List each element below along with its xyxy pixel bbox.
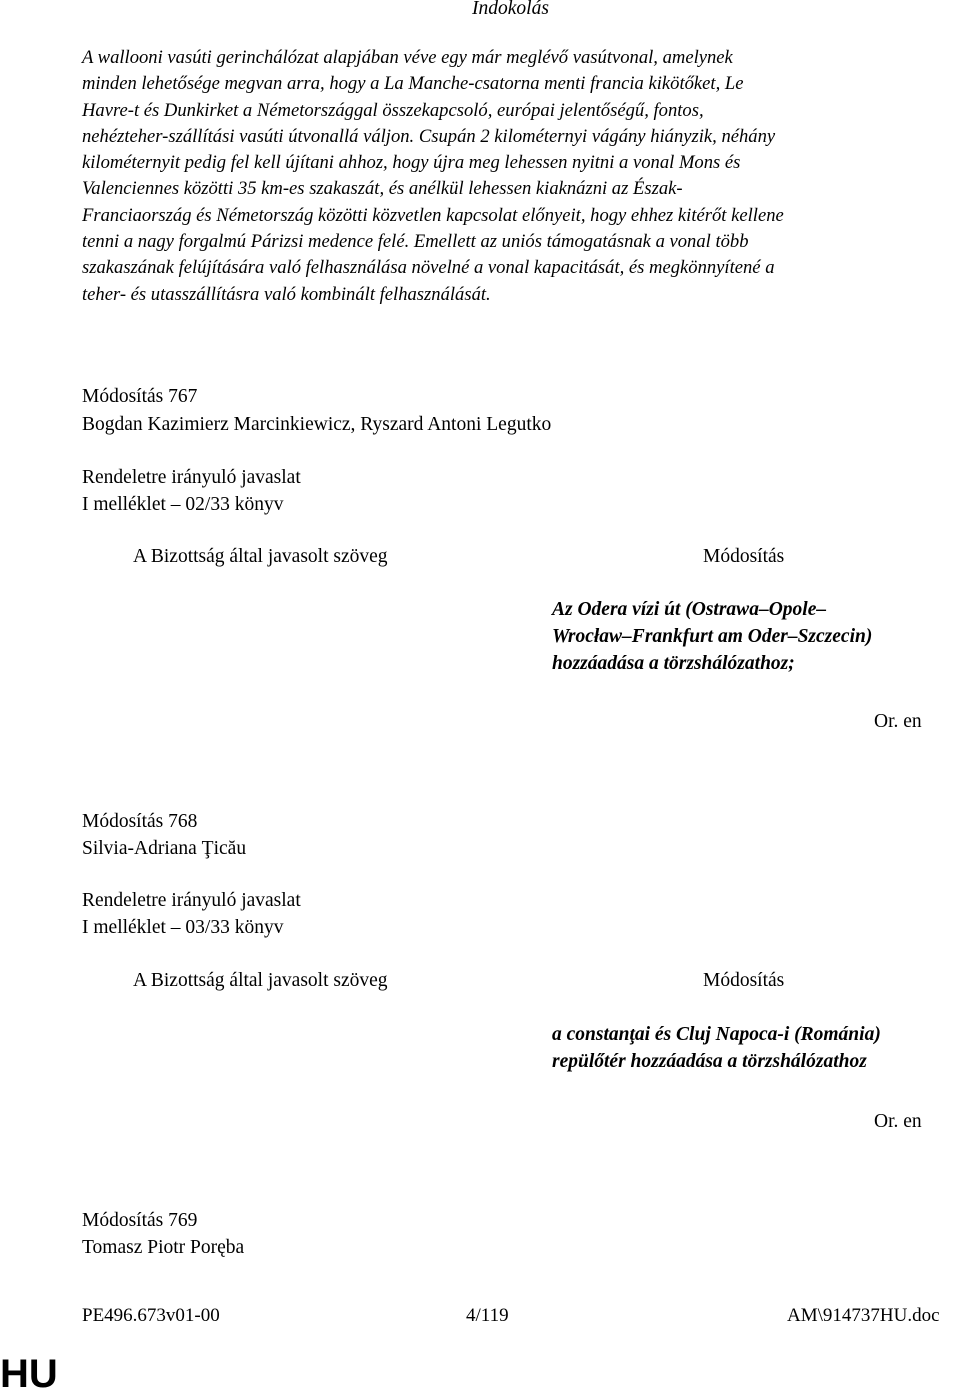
amendment-767-proposal: Rendeletre irányuló javaslat: [82, 467, 301, 488]
amendment-line: hozzáadása a törzshálózathoz;: [552, 652, 795, 674]
justification-line: Franciaország és Németország közötti közvetlen kapcsolat előnyeit, hogy ehhez kitérőt kellene: [82, 204, 784, 226]
footer-page-number: 4/119: [466, 1305, 509, 1326]
justification-line: Valenciennes közötti 35 km-es szakaszát, és anélkül lehessen kiaknázni az Észak-: [82, 178, 683, 200]
justification-line: Havre-t és Dunkirket a Németországgal összekapcsoló, európai jelentőségű, fontos,: [82, 99, 704, 121]
justification-line: tenni a nagy forgalmú Párizsi medence felé. Emellett az uniós támogatásnak a vonal több: [82, 231, 749, 253]
amendment-768-number: Módosítás 768: [82, 811, 198, 832]
justification-line: nehézteher-szállítási vasúti útvonallá váljon. Csupán 2 kilométernyi vágány hiányzik, néhány: [82, 125, 776, 147]
justification-text: [82, 45, 960, 308]
amendment-768-authors: Silvia-Adriana Ţicău: [82, 838, 247, 859]
amendment-768-col-right: Módosítás: [703, 970, 785, 991]
amendment-768-annex: I melléklet – 03/33 könyv: [82, 917, 284, 938]
amendment-767-col-right: Módosítás: [703, 546, 785, 567]
footer-doc-ref: PE496.673v01-00: [82, 1305, 220, 1326]
amendment-767-text: [552, 597, 872, 677]
amendment-line: Wrocław–Frankfurt am Oder–Szczecin): [552, 625, 873, 647]
amendment-line: repülőtér hozzáadása a törzshálózathoz: [552, 1051, 867, 1072]
justification-heading: Indokolás: [472, 0, 549, 19]
footer-language-code: HU: [0, 1352, 58, 1396]
amendment-767-authors: Bogdan Kazimierz Marcinkiewicz, Ryszard Antoni Legutko: [82, 414, 552, 435]
justification-line: teher- és utasszállításra való kombinált felhasználását.: [82, 283, 491, 305]
justification-line: A wallooni vasúti gerinchálózat alapjában véve egy már meglévő vasútvonal, amelynek: [82, 47, 733, 68]
amendment-line: Az Odera vízi út (Ostrawa–Opole–: [552, 599, 827, 620]
justification-line: kilométernyit pedig fel kell újítani ahhoz, hogy újra meg lehessen nyitni a vonal Mons és: [82, 152, 741, 174]
amendment-768-text: [552, 1021, 881, 1075]
amendment-768-col-left: A Bizottság által javasolt szöveg: [133, 970, 388, 991]
amendment-767-col-left: A Bizottság által javasolt szöveg: [133, 546, 388, 567]
amendment-767-original-language: Or. en: [874, 711, 922, 732]
amendment-769-authors: Tomasz Piotr Poręba: [82, 1237, 245, 1258]
amendment-line: a constanţai és Cluj Napoca-i (Románia): [552, 1024, 881, 1045]
amendment-768-original-language: Or. en: [874, 1111, 922, 1132]
justification-line: minden lehetősége megvan arra, hogy a La Manche-csatorna menti francia kikötőket, Le: [82, 73, 744, 95]
amendment-769-number: Módosítás 769: [82, 1210, 198, 1231]
amendment-767-number: Módosítás 767: [82, 386, 198, 407]
footer-file-name: AM\914737HU.doc: [787, 1305, 940, 1326]
amendment-768-proposal: Rendeletre irányuló javaslat: [82, 890, 301, 911]
justification-line: szakaszának felújítására való felhasználása növelné a vonal kapacitását, és megkönnyítené a: [82, 257, 775, 279]
amendment-767-annex: I melléklet – 02/33 könyv: [82, 494, 284, 515]
